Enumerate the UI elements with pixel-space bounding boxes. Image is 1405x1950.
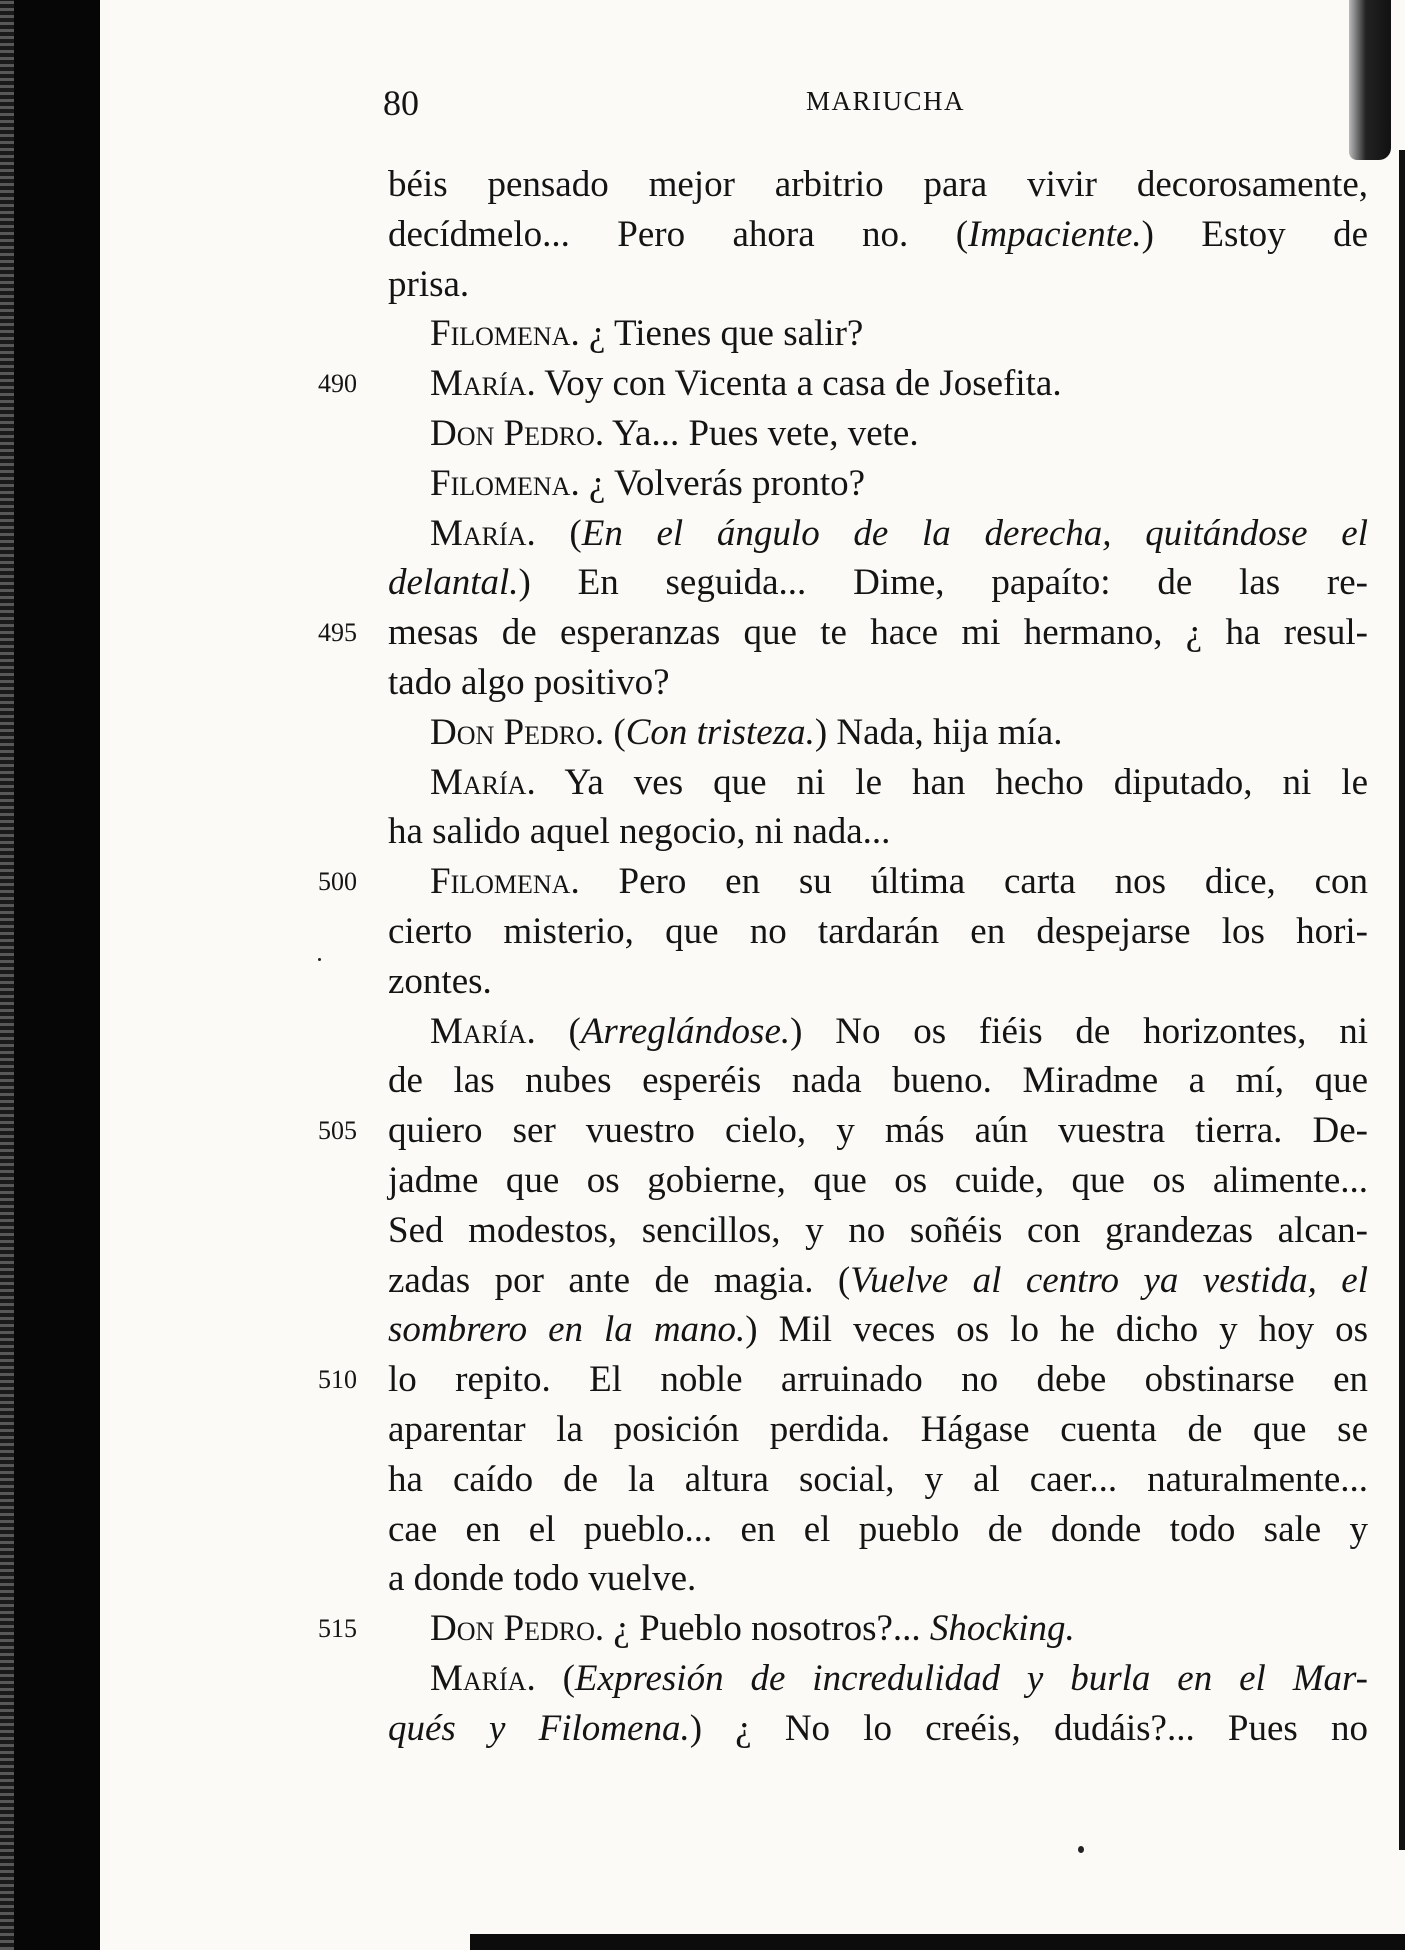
dialogue-text: de las nubes esperéis nada bueno. Miradme a mí, que — [388, 1060, 1368, 1102]
text-line — [388, 558, 1368, 608]
speaker-name: María. — [430, 363, 536, 405]
text-line — [388, 260, 1368, 310]
stage-direction: Expresión de incredulidad y burla en el Mar- — [574, 1657, 1368, 1699]
dialogue-text: ) Estoy de — [1141, 213, 1368, 255]
text-line — [388, 1554, 1368, 1604]
scan-left-edge-noise — [0, 0, 14, 1950]
dialogue-text: zontes. — [388, 960, 492, 1002]
text-line — [388, 758, 1368, 808]
text-line — [388, 1455, 1368, 1505]
dialogue-text: decídmelo... Pero ahora no. ( — [388, 213, 969, 255]
dialogue-text: lo repito. El noble arruinado no debe obstinarse en — [388, 1359, 1368, 1401]
dialogue-text: ( — [535, 1657, 575, 1699]
speaker-name: Filomena. — [430, 313, 580, 355]
speaker-name: María. — [430, 1010, 536, 1052]
body-text — [318, 160, 1369, 1754]
text-line — [388, 1405, 1368, 1455]
speaker-name: María. — [430, 761, 536, 803]
dialogue-text: ) Nada, hija mía. — [814, 711, 1063, 753]
line-number: 495 — [318, 618, 357, 648]
stage-direction: sombrero en la mano. — [388, 1309, 746, 1351]
stage-direction: delantal. — [388, 562, 519, 604]
text-line — [388, 509, 1368, 559]
text-line — [388, 1206, 1368, 1256]
line-number: 510 — [318, 1365, 357, 1395]
dialogue-text: ) Mil veces os lo he dicho y hoy os — [745, 1309, 1369, 1351]
dialogue-text: ) No os fiéis de horizontes, ni — [790, 1010, 1368, 1052]
dialogue-text: a donde todo vuelve. — [388, 1558, 697, 1600]
dialogue-text: ( — [535, 1010, 581, 1052]
text-line — [318, 1604, 1368, 1654]
text-line — [388, 708, 1368, 758]
text-line — [318, 359, 1368, 409]
dialogue-text: cae en el pueblo... en el pueblo de donde todo sale y — [388, 1508, 1368, 1550]
speaker-name: Don Pedro. — [430, 412, 605, 454]
text-line — [388, 1704, 1368, 1754]
scan-left-edge — [0, 0, 100, 1950]
stage-direction: Vuelve al centro ya vestida, el — [850, 1259, 1368, 1301]
ink-speck — [1078, 1846, 1084, 1853]
text-line — [388, 160, 1368, 210]
stage-direction: Shocking. — [929, 1608, 1075, 1650]
dialogue-text: ( — [535, 512, 582, 554]
scan-bottom-edge — [470, 1934, 1405, 1950]
dialogue-text: Ya ves que ni le han hecho diputado, ni le — [535, 761, 1368, 803]
text-line — [388, 409, 1368, 459]
dialogue-text: ¿ Tienes que salir? — [579, 313, 864, 355]
text-line — [388, 1505, 1368, 1555]
text-line — [388, 907, 1368, 957]
dialogue-text: Voy con Vicenta a casa de Josefita. — [535, 363, 1062, 405]
dialogue-text: ) ¿ No lo creéis, dudáis?... Pues no — [689, 1707, 1369, 1749]
line-number: 505 — [318, 1116, 357, 1146]
stage-direction: Impaciente. — [968, 213, 1142, 255]
dialogue-text: mesas de esperanzas que te hace mi hermano, ¿ ha resul- — [388, 612, 1368, 654]
dialogue-text: ) En seguida... Dime, papaíto: de las re- — [518, 562, 1368, 604]
stage-direction: Arreglándose. — [580, 1010, 791, 1052]
speaker-name: Don Pedro. — [430, 711, 605, 753]
speaker-name: Don Pedro. — [430, 1608, 605, 1650]
stage-direction: Con tristeza. — [625, 711, 815, 753]
dialogue-text: aparentar la posición perdida. Hágase cuenta de que se — [388, 1408, 1368, 1450]
dialogue-text: ( — [604, 711, 626, 753]
text-line — [318, 1106, 1368, 1156]
dialogue-text: béis pensado mejor arbitrio para vivir decorosamente, — [388, 164, 1368, 205]
dialogue-text: tado algo positivo? — [388, 661, 670, 703]
text-line — [318, 857, 1368, 907]
text-line — [388, 658, 1368, 708]
text-line — [388, 210, 1368, 260]
dialogue-text: ha salido aquel negocio, ni nada... — [388, 811, 891, 853]
dialogue-text: cierto misterio, que no tardarán en despejarse los hori- — [388, 910, 1368, 952]
dialogue-text: ¿ Volverás pronto? — [579, 462, 866, 504]
line-number: 515 — [318, 1614, 357, 1644]
dialogue-text: prisa. — [388, 263, 470, 305]
scan-right-edge — [1399, 150, 1405, 1850]
dialogue-text: zadas por ante de magia. ( — [388, 1259, 851, 1301]
text-line — [388, 309, 1368, 359]
text-line — [388, 1305, 1368, 1355]
text-line — [318, 608, 1368, 658]
text-line — [388, 807, 1368, 857]
line-number: 500 — [318, 867, 357, 897]
speaker-name: María. — [430, 1657, 536, 1699]
text-line — [388, 1156, 1368, 1206]
stage-direction: qués y Filomena. — [388, 1707, 690, 1749]
dialogue-text: ¿ Pueblo nosotros?... — [604, 1608, 930, 1650]
text-line — [388, 1007, 1368, 1057]
text-line — [388, 459, 1368, 509]
text-line — [388, 1654, 1368, 1704]
page-header — [0, 82, 1405, 126]
stage-direction: En el ángulo de la derecha, quitándose el — [581, 512, 1368, 554]
text-line — [388, 1256, 1368, 1306]
text-line — [388, 957, 1368, 1007]
scan-right-top-shadow — [1349, 0, 1391, 160]
dialogue-text: ha caído de la altura social, y al caer... naturalmente... — [388, 1458, 1368, 1500]
speaker-name: Filomena. — [430, 861, 580, 903]
dialogue-text: quiero ser vuestro cielo, y más aún vuestra tierra. De- — [388, 1110, 1368, 1152]
ink-speck — [318, 958, 321, 961]
dialogue-text: Ya... Pues vete, vete. — [604, 412, 919, 454]
dialogue-text: jadme que os gobierne, que os cuide, que os alimente... — [388, 1159, 1368, 1201]
speaker-name: Filomena. — [430, 462, 580, 504]
text-line — [318, 1355, 1368, 1405]
text-line — [388, 1056, 1368, 1106]
speaker-name: María. — [430, 512, 536, 554]
running-title: MARIUCHA — [806, 86, 966, 116]
dialogue-text: Pero en su última carta nos dice, con — [579, 861, 1368, 903]
dialogue-text: Sed modestos, sencillos, y no soñéis con grandezas alcan- — [388, 1209, 1368, 1251]
page-number: 80 — [383, 83, 419, 123]
line-number: 490 — [318, 369, 357, 399]
